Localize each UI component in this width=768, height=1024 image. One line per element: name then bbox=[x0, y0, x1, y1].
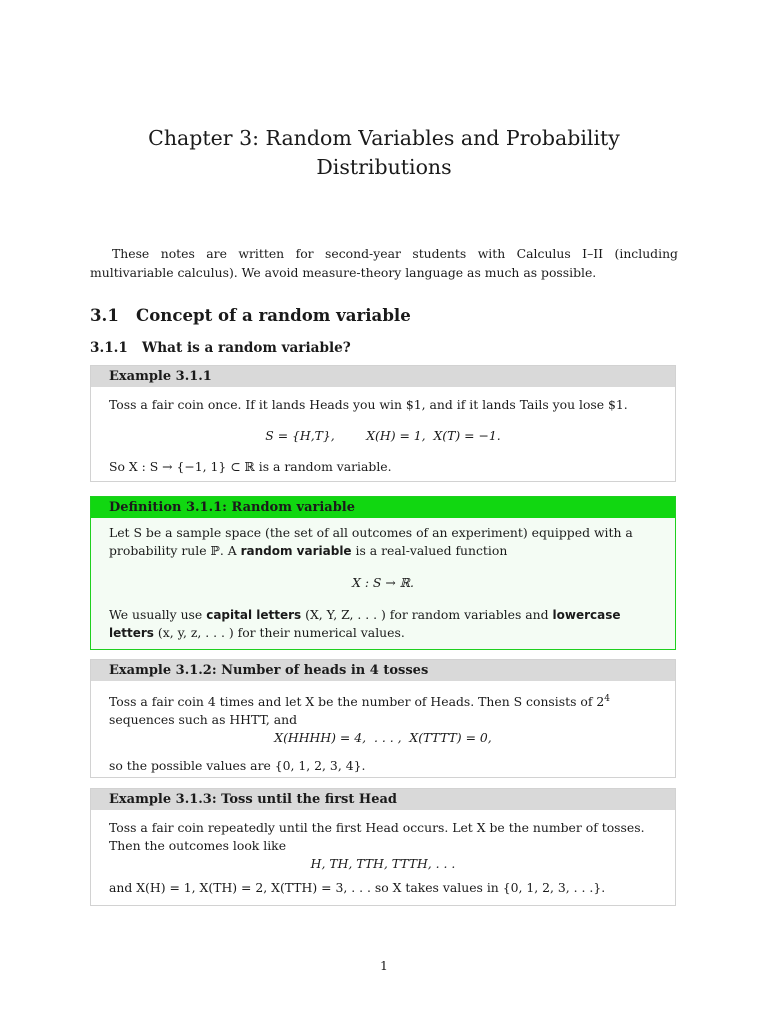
example-math-3: H, TH, TTH, TTTH, . . . bbox=[310, 856, 456, 871]
example-sup-2: 4 bbox=[604, 694, 610, 704]
definition-lowercase: lowercase letters bbox=[109, 608, 621, 640]
subsection-number: 3.1.1 bbox=[90, 340, 128, 356]
section-number: 3.1 bbox=[90, 305, 119, 325]
definition-usage-a: We usually use bbox=[109, 607, 203, 622]
section-heading bbox=[90, 305, 678, 325]
chapter-title-line2: Distributions bbox=[316, 155, 452, 179]
example-text-3: Toss a fair coin repeatedly until the first Head occurs. Let X be the number of tosses. Then the outcomes look like bbox=[109, 820, 645, 853]
example-box-2 bbox=[90, 659, 676, 778]
example-text-2a: Toss a fair coin 4 times and let X be the number of Heads. Then S consists of 2 bbox=[109, 694, 605, 710]
definition-text-a: Let S be a sample space (the set of all outcomes of an experiment) equipped with a probability rule ℙ. A bbox=[109, 525, 633, 558]
definition-usage-b: (X, Y, Z, . . . ) for random variables and bbox=[305, 607, 549, 622]
definition-math: X : S → ℝ. bbox=[352, 575, 414, 590]
example-heading-1: Example 3.1.1 bbox=[91, 366, 675, 387]
example-text-2 bbox=[109, 690, 657, 729]
example-conclusion-3: and X(H) = 1, X(TH) = 2, X(TTH) = 3, . . . so X takes values in {0, 1, 2, 3, . . .}. bbox=[109, 880, 606, 895]
definition-usage bbox=[109, 606, 657, 642]
definition-usage-c: (x, y, z, . . . ) for their numerical values. bbox=[157, 625, 405, 640]
chapter-title bbox=[90, 124, 678, 182]
section-title: Concept of a random variable bbox=[136, 305, 411, 325]
example-box-1 bbox=[90, 365, 676, 482]
subsection-heading bbox=[90, 340, 678, 356]
definition-capital: capital letters bbox=[206, 608, 302, 622]
page-number: 1 bbox=[380, 958, 388, 973]
definition-box bbox=[90, 496, 676, 650]
chapter-title-line1: Chapter 3: Random Variables and Probability bbox=[148, 126, 620, 150]
example-conclusion-2: so the possible values are {0, 1, 2, 3, 4}. bbox=[109, 758, 366, 774]
example-conclusion-1: So X : S → {−1, 1} ⊂ ℝ is a random variable. bbox=[109, 459, 392, 474]
example-text-1: Toss a fair coin once. If it lands Heads you win $1, and if it lands Tails you lose $1. bbox=[109, 397, 628, 412]
definition-heading: Definition 3.1.1: Random variable bbox=[91, 497, 675, 518]
definition-text-b: is a real-valued function bbox=[355, 543, 508, 558]
example-math-1: S = {H,T}, X(H) = 1, X(T) = −1. bbox=[265, 428, 501, 443]
example-heading-2: Example 3.1.2: Number of heads in 4 tosses bbox=[91, 660, 675, 681]
subsection-title: What is a random variable? bbox=[142, 340, 351, 356]
example-math-2: X(HHHH) = 4, . . . , X(TTTT) = 0, bbox=[274, 730, 492, 746]
definition-text bbox=[109, 524, 657, 560]
intro-text: These notes are written for second-year students with Calculus I–II (including multivariable calculus). We avoid measure-theory language as much as possible. bbox=[90, 246, 678, 280]
example-heading-3: Example 3.1.3: Toss until the first Head bbox=[91, 789, 675, 810]
example-text-2b: sequences such as HHTT, and bbox=[109, 712, 298, 728]
intro-paragraph bbox=[90, 245, 678, 282]
definition-term: random variable bbox=[240, 544, 352, 558]
example-box-3 bbox=[90, 788, 676, 906]
